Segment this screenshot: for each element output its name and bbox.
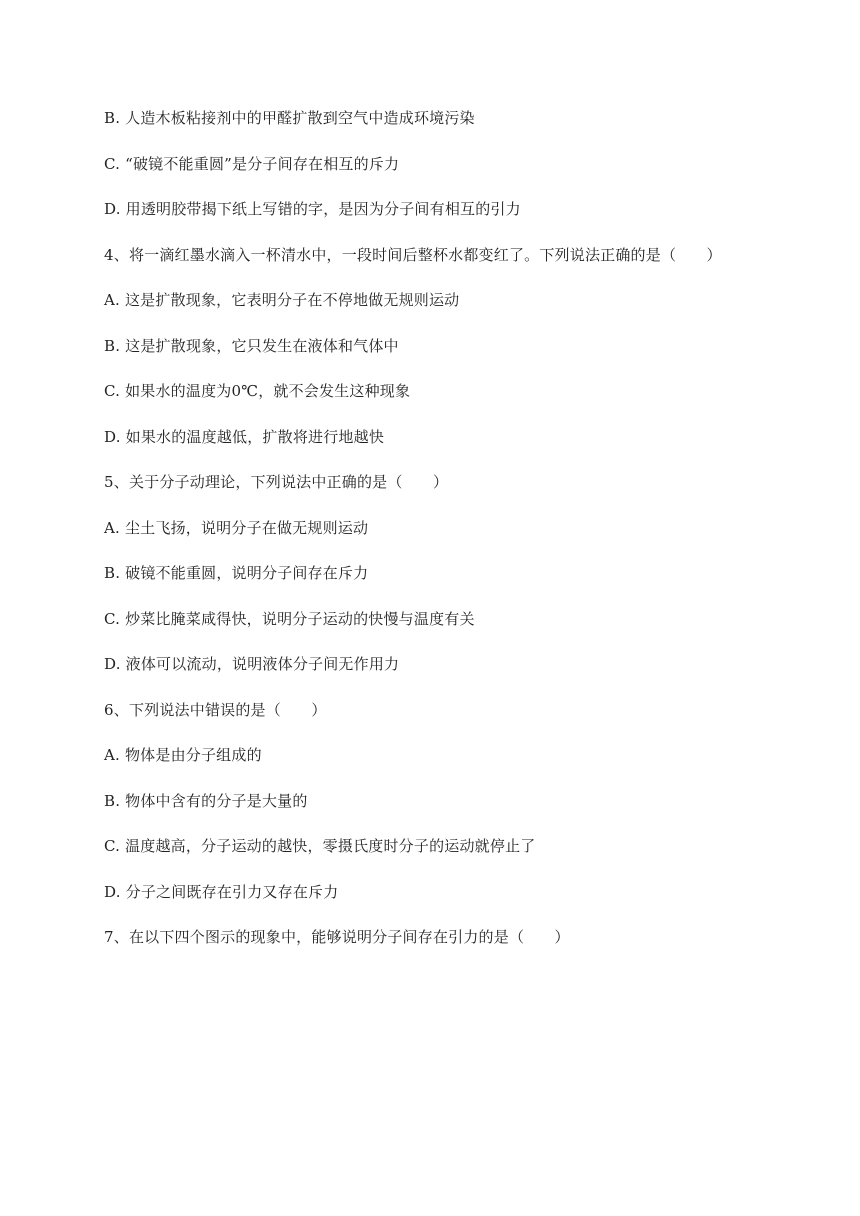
question-7: 7、在以下四个图示的现象中，能够说明分子间存在引力的是（ ）: [104, 928, 570, 946]
option-a-q5: A. 尘土飞扬，说明分子在做无规则运动: [104, 518, 369, 537]
option-d-q3: D. 用透明胶带揭下纸上写错的字，是因为分子间有相互的引力: [104, 200, 521, 218]
option-a-q4: A. 这是扩散现象，它表明分子在不停地做无规则运动: [104, 291, 460, 309]
option-c-q5: C. 炒菜比腌菜咸得快，说明分子运动的快慢与温度有关: [104, 609, 475, 628]
option-b-q3: B. 人造木板粘接剂中的甲醛扩散到空气中造成环境污染: [104, 109, 475, 127]
option-b-q6: B. 物体中含有的分子是大量的: [104, 791, 308, 810]
option-b-q4: B. 这是扩散现象，它只发生在液体和气体中: [104, 336, 399, 355]
option-c-q6: C. 温度越高，分子运动的越快，零摄氏度时分子的运动就停止了: [104, 837, 536, 855]
question-6: 6、下列说法中错误的是（ ）: [104, 700, 327, 719]
option-d-q6: D. 分子之间既存在引力又存在斥力: [104, 882, 339, 901]
question-4: 4、将一滴红墨水滴入一杯清水中，一段时间后整杯水都变红了。下列说法正确的是（ ）: [104, 245, 722, 264]
option-d-q4: D. 如果水的温度越低，扩散将进行地越快: [104, 427, 385, 446]
option-c-q3: C. “破镜不能重圆”是分子间存在相互的斥力: [104, 154, 400, 173]
option-d-q5: D. 液体可以流动，说明液体分子间无作用力: [104, 655, 400, 673]
question-5: 5、关于分子动理论，下列说法中正确的是（ ）: [104, 473, 449, 491]
option-a-q6: A. 物体是由分子组成的: [104, 746, 262, 764]
question-text-block: [104, 106, 824, 971]
option-c-q4: C. 如果水的温度为0℃，就不会发生这种现象: [104, 382, 411, 400]
option-b-q5: B. 破镜不能重圆，说明分子间存在斥力: [104, 564, 369, 582]
